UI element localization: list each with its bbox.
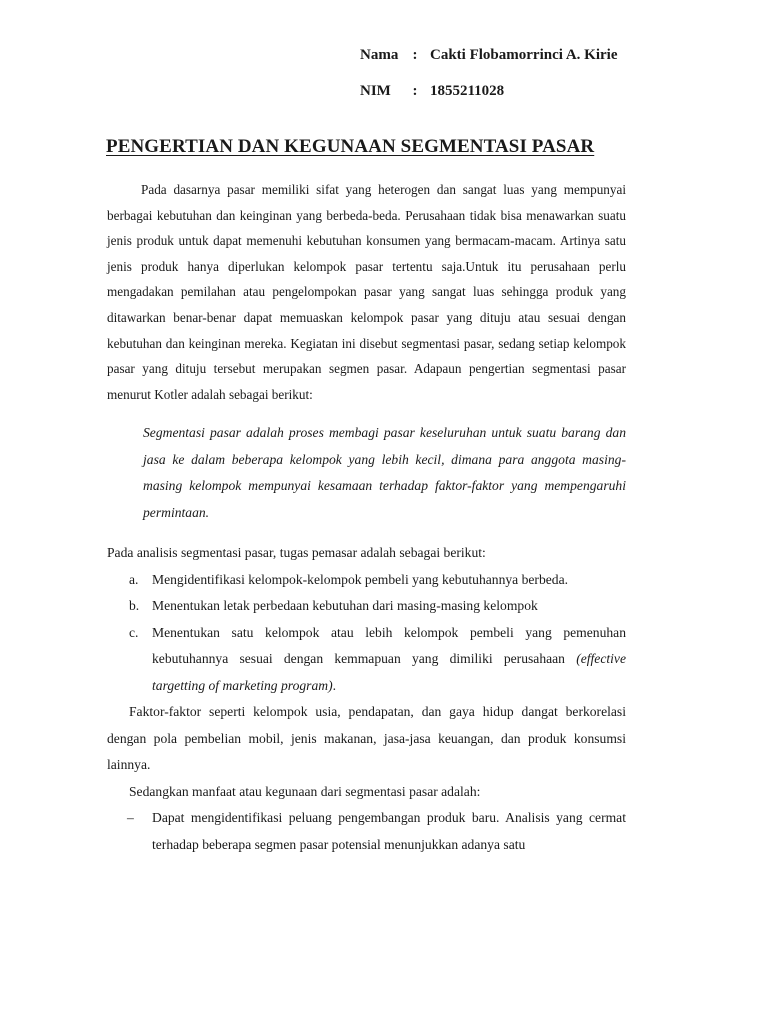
list-item-suffix: .	[332, 677, 337, 693]
factors-paragraph: Faktor-faktor seperti kelompok usia, pendapatan, dan gaya hidup dangat berkorelasi dengan pola pembelian mobil, jenis makanan, jasa-jasa keuangan, dan produk konsumsi lainnya.	[107, 704, 626, 773]
benefits-lead: Sedangkan manfaat atau kegunaan dari segmentasi pasar adalah:	[129, 783, 481, 799]
student-id-row	[360, 81, 504, 101]
task-list	[107, 567, 626, 700]
list-item-text: Mengidentifikasi kelompok-kelompok pembeli yang kebutuhannya berbeda.	[152, 571, 569, 587]
student-name-row	[360, 45, 617, 65]
dash-marker: –	[127, 810, 134, 826]
list-marker: a.	[129, 571, 139, 587]
list-item-text: Menentukan satu kelompok atau lebih kelompok pembeli yang pemenuhan kebutuhannya sesuai dengan kemmapuan yang dimiliki perusahaan	[152, 624, 626, 667]
nim-value: 1855211028	[430, 83, 505, 99]
list-marker: b.	[129, 598, 140, 614]
list-item-emphasis: (effective targetting of marketing program)	[152, 651, 626, 693]
list-marker: c.	[129, 624, 139, 640]
analysis-lead: Pada analisis segmentasi pasar, tugas pemasar adalah sebagai berikut:	[107, 545, 486, 561]
nim-separator: :	[412, 83, 418, 99]
kotler-definition-quote: Segmentasi pasar adalah proses membagi pasar keseluruhan untuk suatu barang dan jasa ke dalam beberapa kelompok yang lebih kecil, dimana para anggota masing-masing kelompok mempunyai kesamaan terhadap faktor-faktor yang mempengaruhi permintaan.	[143, 425, 626, 520]
list-item-text: Dapat mengidentifikasi peluang pengembangan produk baru. Analisis yang cermat terhadap beberapa segmen pasar potensial menunjukkan adanya satu	[152, 810, 626, 852]
list-item	[107, 567, 626, 594]
list-item	[107, 620, 626, 700]
document-body	[107, 177, 626, 858]
list-item-text: Menentukan letak perbedaan kebutuhan dari masing-masing kelompok	[152, 598, 538, 614]
intro-paragraph: Pada dasarnya pasar memiliki sifat yang heterogen dan sangat luas yang mempunyai berbagai kebutuhan dan keinginan yang berbeda-beda. Perusahaan tidak bisa menawarkan suatu jenis produk untuk dapat memenuhi kebutuhan konsumen yang bermacam-macam. Artinya satu jenis produk hanya diperlukan kelompok pasar tertentu saja.Untuk itu perusahaan perlu mengadakan pemilahan atau pengelompokan pasar yang sangat luas sehingga produk yang ditawarkan benar-benar dapat memuaskan kelompok pasar yang dituju atau sesuai dengan kebutuhan dan keinginan mereka. Kegiatan ini disebut segmentasi pasar, sedang setiap kelompok pasar yang dituju tersebut merupakan segmen pasar. Adapaun pengertian segmentasi pasar menurut Kotler adalah sebagai berikut:	[107, 182, 626, 402]
name-separator: :	[412, 47, 418, 63]
document-title: PENGERTIAN DAN KEGUNAAN SEGMENTASI PASAR	[106, 136, 595, 157]
name-label: Nama	[360, 47, 399, 63]
list-item	[107, 593, 626, 620]
name-value: Cakti Flobamorrinci A. Kirie	[430, 47, 618, 63]
nim-label: NIM	[360, 83, 391, 99]
list-item	[107, 805, 626, 858]
benefits-list	[107, 805, 626, 858]
